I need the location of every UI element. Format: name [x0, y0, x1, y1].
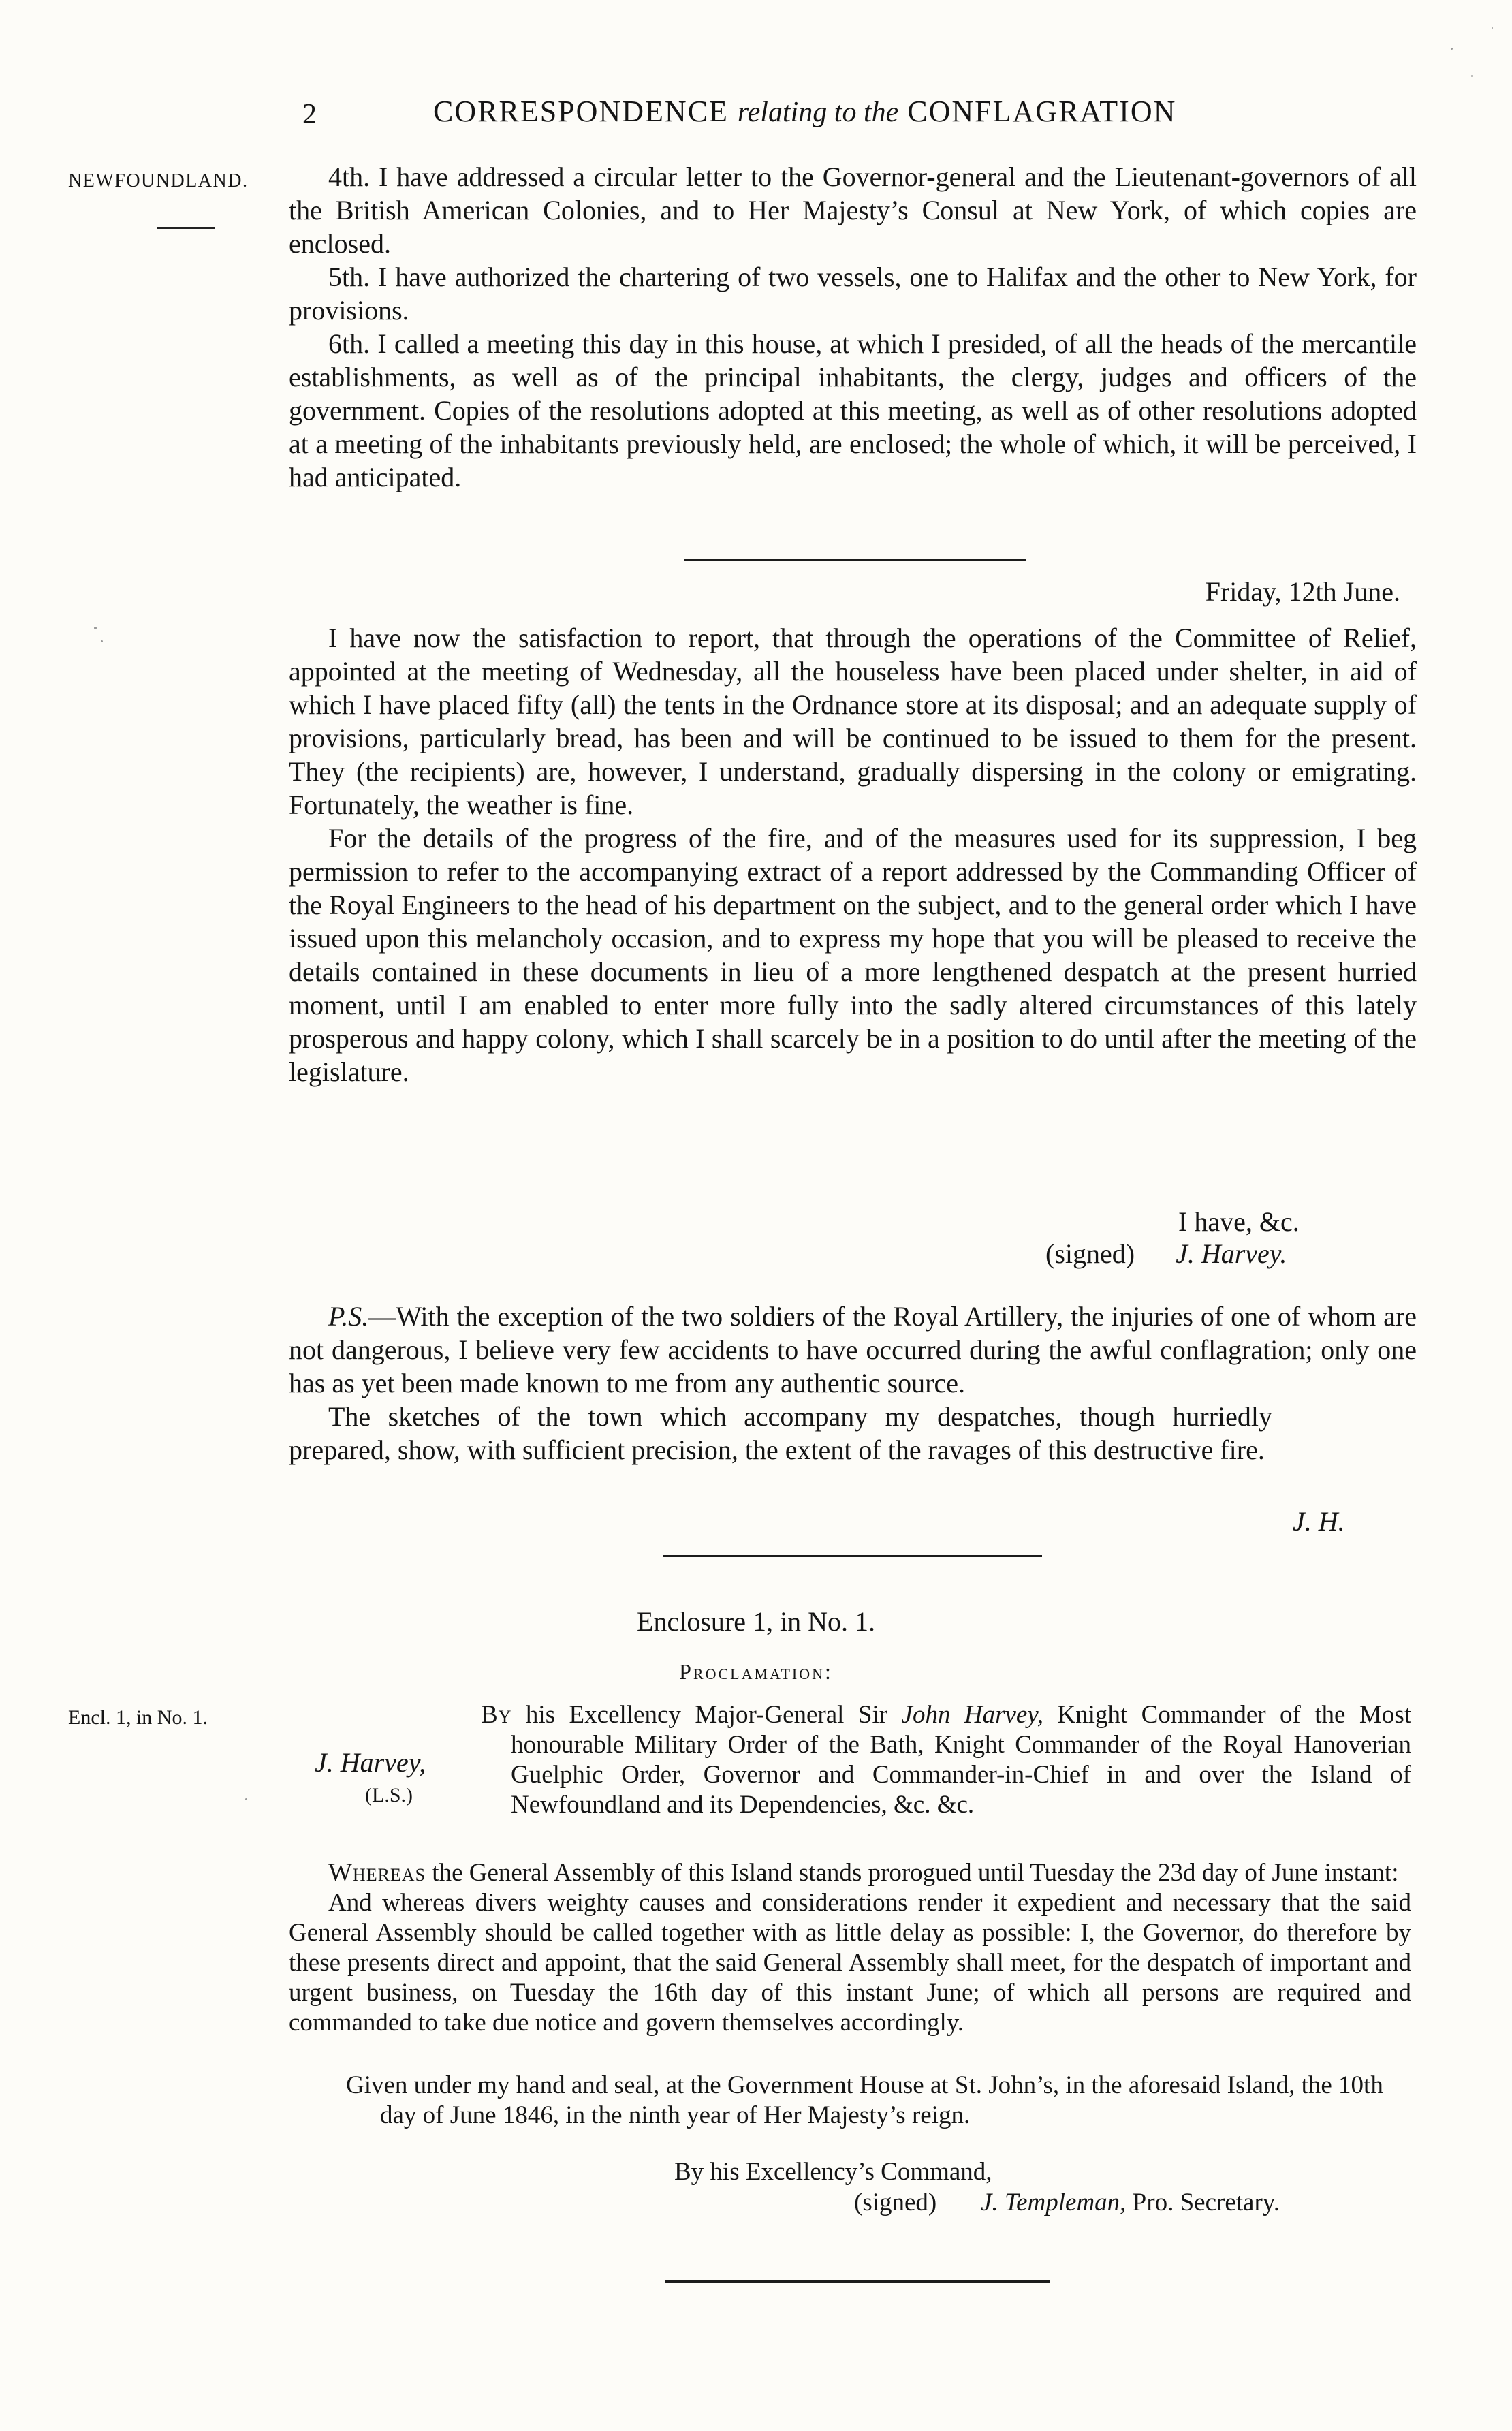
letter-paragraph: I have now the satisfaction to report, that through the operations of the Committee of Relief, appointed at the meeting of Wednesday, all the houseless have been placed under shelter, in aid of which I have placed fifty (all) the tents in the Ordnance store at its disposal; and an adequate supply of provisions, particularly bread, has been and will be continued to be issued to them for the present. They (the recipients) are, however, I understand, gradually dispersing in the colony or emigrating. Fortunately, the weather is fine.	[289, 623, 1417, 820]
ps-label: P.S.	[328, 1301, 369, 1332]
by-word: By	[481, 1701, 512, 1729]
secretary-signature-line	[854, 2188, 1280, 2217]
ps-initials: J. H.	[1293, 1506, 1345, 1537]
margin-note-enclosure: Encl. 1, in No. 1.	[68, 1706, 208, 1729]
running-title-part1: CORRESPONDENCE	[433, 95, 729, 128]
proclamation-seal-mark: (L.S.)	[365, 1784, 413, 1806]
section-rule	[663, 1555, 1042, 1557]
running-head	[286, 94, 1294, 135]
letter-paragraph: 5th. I have authorized the chartering of two vessels, one to Halifax and the other to New York, for provisions.	[289, 262, 1417, 326]
proclamation-preamble-text	[481, 1700, 1411, 1820]
proclamation-body	[289, 1858, 1411, 2038]
by-command: By his Excellency’s Command,	[674, 2158, 992, 2186]
whereas-paragraph-2: And whereas divers weighty causes and considerations render it expedient and necessary that the said General Assembly should be called together with as little delay as possible: I, the Governor, do therefore by these presents direct and appoint, that the said General Assembly shall meet, for the despatch of important and urgent business, on Tuesday the 16th day of this instant June; of which all persons are required and commanded to take due notice and govern themselves accordingly.	[289, 1889, 1411, 2037]
governor-titles: Knight Commander of the Most honourable Military Order of the Bath, Knight Commander of the Royal Hanoverian Guelphic Order, Governor and Commander-in-Chief in and over the Island of Newfoundland and its Dependencies, &c. &c.	[511, 1701, 1412, 1819]
whereas-text-1: the General Assembly of this Island stands prorogued until Tuesday the 23d day of June instant:	[432, 1859, 1399, 1887]
secretary-signed-label: (signed)	[854, 2189, 937, 2216]
running-title-part2: CONFLAGRATION	[907, 95, 1177, 128]
dateline: Friday, 12th June.	[1205, 576, 1400, 607]
letter-paragraph: 6th. I called a meeting this day in this house, at which I presided, of all the heads of the mercantile establishments, as well as of the principal inhabitants, the clergy, judges and officers of the government. Copies of the resolutions adopted at this meeting, as well as of other resolutions adopted at a meeting of the inhabitants previously held, are enclosed; the whole of which, it will be perceived, I had anticipated.	[289, 328, 1417, 492]
whereas-paragraph-1	[289, 1858, 1411, 1888]
ps-paragraph	[289, 1300, 1417, 1400]
letter-signature: J. Harvey.	[1176, 1238, 1287, 1269]
proclamation-heading: Proclamation:	[679, 1659, 833, 1684]
page-number: 2	[302, 99, 317, 130]
letter-signature-line	[1045, 1238, 1287, 1270]
proclamation-side-signature: J. Harvey,	[315, 1747, 426, 1778]
given-under-hand	[346, 2071, 1407, 2131]
proclamation-preamble	[481, 1700, 1411, 1820]
letter-paragraph: For the details of the progress of the fire, and of the measures used for its suppression, I beg permission to refer to the accompanying extract of a report addressed by the Commanding Officer of the Royal Engineers to the head of his department on the subject, and to the general order which I have issued upon this melancholy occasion, and to express my hope that you will be pleased to receive the details contained in these documents in lieu of a more lengthened despatch at the present hurried moment, until I am enabled to enter more fully into the sadly altered circumstances of this lately prosperous and happy colony, which I shall scarcely be in a position to do until after the meeting of the legislature.	[289, 823, 1417, 1087]
secretary-title: Pro. Secretary.	[1132, 2189, 1280, 2216]
margin-dash	[157, 227, 215, 229]
letter-closing: I have, &c.	[1178, 1206, 1300, 1237]
paper-speck	[94, 627, 97, 629]
postscript	[289, 1300, 1417, 1467]
governor-name: John Harvey,	[901, 1701, 1043, 1729]
ps-text: —With the exception of the two soldiers of the Royal Artillery, the injuries of one of whom are not dangerous, I believe very few accidents to have occurred during the awful conflagration; only one has as yet been made known to me from any authentic source.	[289, 1301, 1417, 1398]
paper-speck	[1451, 48, 1453, 50]
margin-note-colony: NEWFOUNDLAND.	[68, 170, 249, 191]
paper-speck	[245, 1798, 247, 1800]
given-text: Given under my hand and seal, at the Government House at St. John’s, in the aforesaid Island, the 10th day of June 1846, in the ninth year of Her Majesty’s reign.	[346, 2071, 1383, 2129]
enclosure-heading: Enclosure 1, in No. 1.	[637, 1606, 875, 1637]
running-title-italic: relating to the	[737, 97, 899, 128]
section-rule	[684, 559, 1026, 561]
signed-label: (signed)	[1045, 1238, 1135, 1269]
paper-speck	[101, 640, 103, 642]
letter-section-1	[289, 160, 1417, 494]
paper-speck	[1471, 75, 1473, 77]
letter-paragraph: 4th. I have addressed a circular letter to the Governor-general and the Lieutenant-governors of all the British American Colonies, and to Her Majesty’s Consul at New York, of which copies are enclosed.	[289, 161, 1417, 259]
running-title	[433, 94, 1176, 129]
end-rule	[665, 2280, 1050, 2283]
by-text: his Excellency Major-General Sir	[525, 1701, 888, 1729]
whereas-word: Whereas	[328, 1859, 426, 1887]
ps-paragraph-2: The sketches of the town which accompany my despatches, though hurriedly prepared, show, with sufficient precision, the extent of the ravages of this destructive fire.	[289, 1401, 1272, 1465]
secretary-name: J. Templeman,	[981, 2189, 1127, 2216]
paper-speck	[1492, 27, 1493, 29]
letter-section-2	[289, 621, 1417, 1088]
